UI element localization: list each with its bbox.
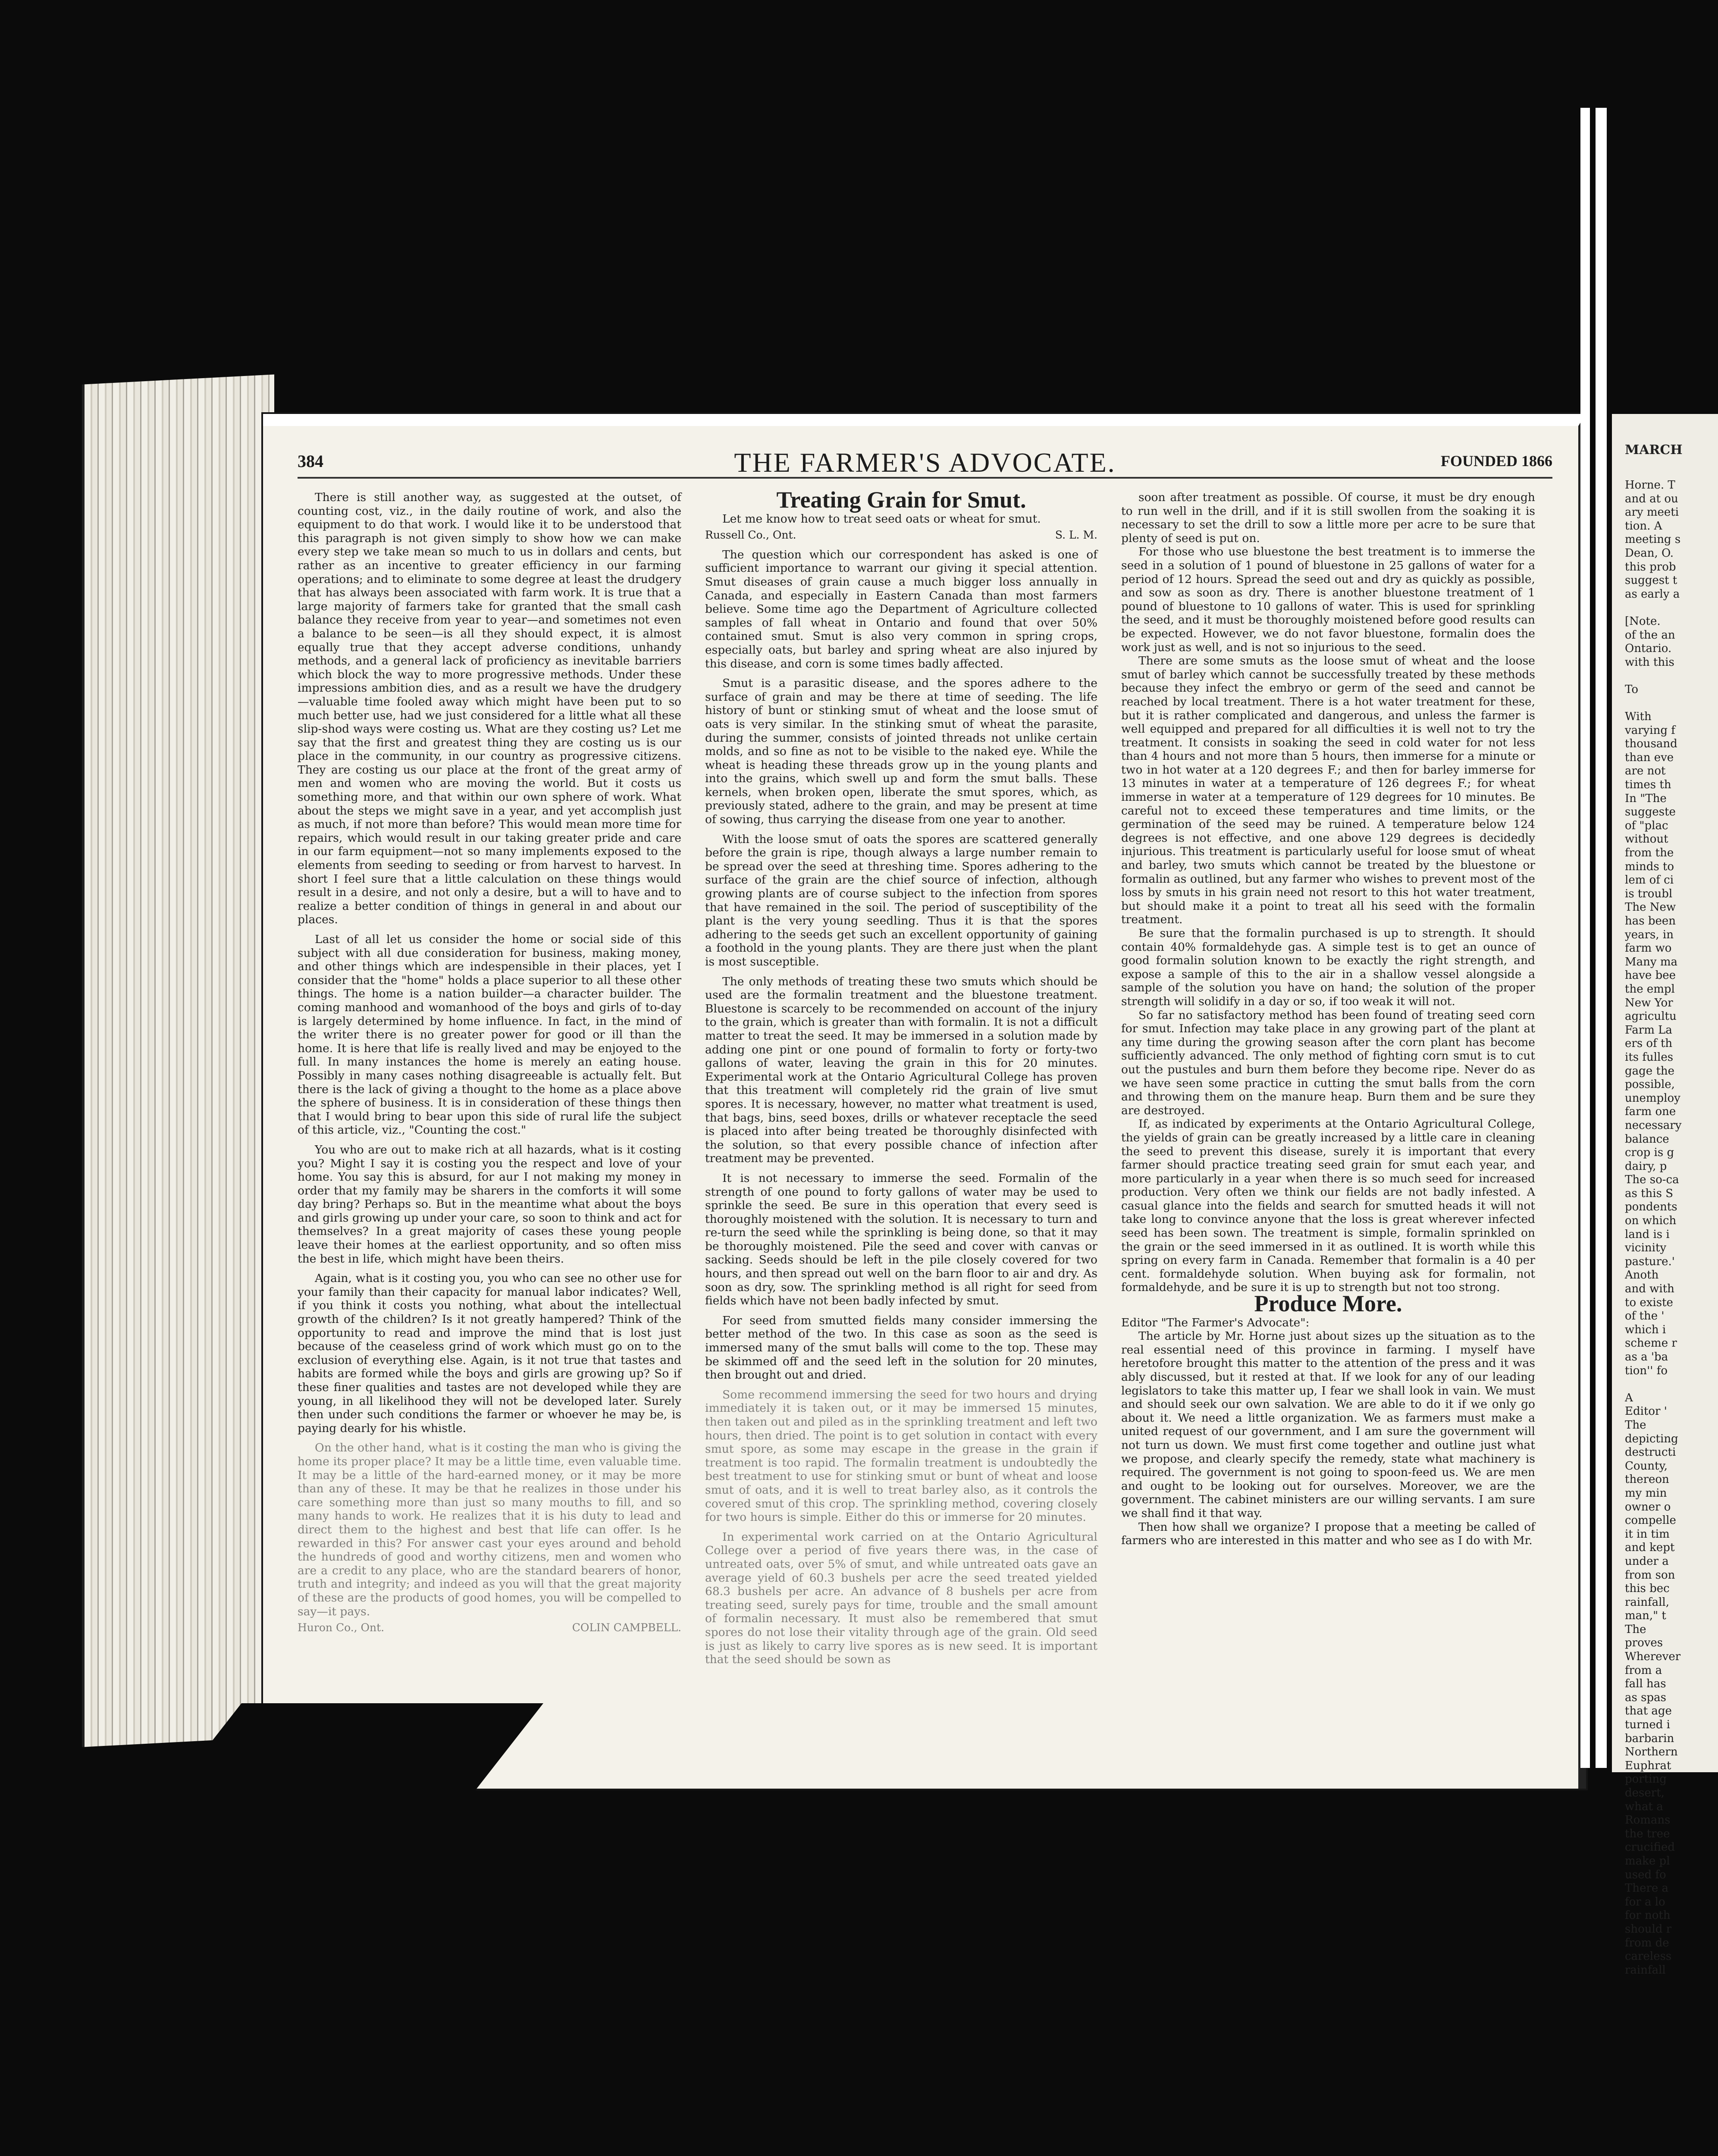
facing-page-line: [Note.: [1625, 614, 1661, 628]
facing-page-line: [1625, 1378, 1715, 1391]
facing-page-line: Many ma: [1625, 955, 1677, 968]
facing-page-line: rainfall: [1625, 1963, 1666, 1977]
facing-page-line: varying f: [1625, 724, 1675, 737]
facing-page-line: The: [1625, 1623, 1646, 1636]
facing-page-line: on which: [1625, 1214, 1677, 1228]
facing-page-line: [1625, 669, 1715, 683]
paragraph: You who are out to make rich at all hazards, what is it costing you? Might I say it is costing you the respect and love of your home. You say this is absurd, for aur I not making my money in order that my family may be sharers in the comforts it will some day bring? Perhaps so. But in the meantime what about the boys and girls growing up under your care, so soon to think and act for themselves? In a great majority of cases these young people leave their homes at the earliest opportunity, and so often miss the best in life, which might have been theirs.: [298, 1143, 681, 1266]
facing-page-line: used fo: [1625, 1868, 1666, 1881]
facing-page-line: The New: [1625, 901, 1676, 914]
paragraph: Smut is a parasitic disease, and the spores adhere to the surface of grain and may be there at time of seeding. The life history of bunt or stinking smut of wheat and the loose smut of oats is very similar. In the stinking smut of wheat the parasite, during the summer, consists of jointed threads not unlike certain molds, and so fine as not to be visible to the naked eye. While the wheat is heading these threads grow up in the young plants and into the grains, which swell up and form the smut balls. These kernels, when broken open, liberate the smut spores, which, as previously stated, adhere to the grain, and may be present at time of sowing, thus carrying the disease from one year to another.: [705, 677, 1097, 827]
facing-page-line: have bee: [1625, 969, 1676, 982]
facing-page-line: make pl: [1625, 1854, 1670, 1868]
signature-place: Huron Co., Ont.: [298, 1621, 385, 1634]
paragraph: There is still another way, as suggested at the outset, of counting cost, viz., in the daily routine of work, and also the equipment to do that work. I would like it to be understood that this paragraph is not given simply to show how we can make every step we take mean so much to us in dollars and cents, but rather as an incentive to greater efficiency in our farming operations; and to eliminate to some degree at least the drudgery that has always been associated with farm work. It is true that a large majority of farmers take for granted that the small cash balance they receive from year to year—and sometimes not even a balance to be seen—is all they should expect, it is almost equally true that they accept adverse conditions, unhandy methods, and a general lack of proficiency as inevitable barriers which block the way to more progressive methods. Under these impressions ambition dies, and as a result we have the drudgery—valuable time fooled away which might have been put to so much better use, had we just considered for a little what all these slip-shod ways were costing us. What are they costing us? Let me say that the first and greatest thing they are costing us is our place in the community, in our country as progressive citizens. They are costing us our place at the front of the great army of men and women who are moving the world. But it costs us something more, and that within our own sphere of work. What about the steps we might save in a year, and yet accomplish just as much, if not more than before? This would mean more time for repairs, which would result in our taking greater pride and care in our farm equipment—not so many implements exposed to the elements from seeding to seeding or from harvest to harvest. In short I feel sure that a little calculation on these things would result in a desire, and not only a desire, but a will to have and to realize a better condition of things in general in and about our places.: [298, 491, 681, 927]
facing-page-line: tion. A: [1625, 519, 1662, 533]
facing-page-line: pondents: [1625, 1200, 1677, 1214]
paragraph: Some recommend immersing the seed for two hours and drying immediately it is taken out, or it may be immersed 15 minutes, then taken out and piled as in the sprinkling treatment and left two hours, then dried. The point is to get solution in contact with every smut spore, as some may escape in the grease in the grain if treatment is too rapid. The formalin treatment is undoubtedly the best treatment to use for stinking smut or bunt of wheat and loose smut of oats, and it is well to treat barley also, as it controls the covered smut of this crop. The sprinkling method, covering closely for two hours is simple. Either do this or immerse for 20 minutes.: [705, 1388, 1097, 1524]
facing-page-line: from de: [1625, 1936, 1669, 1949]
scan-bar: [1596, 108, 1607, 1768]
facing-page-line: meeting s: [1625, 533, 1681, 546]
facing-page-line: careless: [1625, 1950, 1672, 1963]
facing-page-line: vicinity: [1625, 1241, 1667, 1255]
paragraph: The only methods of treating these two smuts which should be used are the formalin treatment and the bluestone treatment. Bluestone is scarcely to be recommended on account of the injury to the grain, which is greater than with formalin. It is not a difficult matter to treat the seed. It may be immersed in a solution made by adding one pint or one pound of formalin to forty or forty-two gallons of water, leaving the grain in this for 20 minutes. Experimental work at the Ontario Agricultural College has proven that this treatment will completely rid the grain of live smut spores. It is necessary, however, no matter what treatment is used, that bags, bins, seed boxes, drills or whatever receptacle the seed is placed into after being treated be thoroughly disinfected with the solution, so that every possible chance of infection after treatment may be prevented.: [705, 975, 1097, 1166]
facing-page-line: years, in: [1625, 928, 1674, 941]
facing-page-line: The so-ca: [1625, 1173, 1679, 1187]
facing-page-line: Anoth: [1625, 1269, 1659, 1282]
paragraph: It is not necessary to immerse the seed. Formalin of the strength of one pound to forty gallons of water may be used to sprinkle the seed. Be sure in this operation that every seed is thoroughly moistened with the solution. It is necessary to turn and re-turn the seed while the sprinkling is being done, so that it may be thoroughly moistened. Pile the seed and cover with canvas or sacking. Seeds should be left in the pile closely covered for two hours, and then spread out well on the barn floor to air and dry. As soon as dry, sow. The sprinkling method is all right for seed from fields which have not been badly infected by smut.: [705, 1171, 1097, 1308]
facing-page-line: desert,: [1625, 1786, 1665, 1799]
facing-page-line: owner o: [1625, 1500, 1671, 1514]
shadow-wedge: [0, 1703, 543, 2091]
facing-page-line: with this: [1625, 655, 1674, 669]
facing-page-line: under a: [1625, 1554, 1669, 1568]
facing-page-line: depicting: [1625, 1432, 1678, 1445]
sender-initials: S. L. M.: [1055, 529, 1097, 542]
facing-page-line: to existe: [1625, 1296, 1673, 1309]
facing-page-line: and with: [1625, 1282, 1674, 1296]
paragraph: With the loose smut of oats the spores are scattered generally before the grain is ripe, though always a large number remain to be spread over the seed at threshing time. Spores adhering to the surface of the grain are the chief source of infection, although growing plants are of course subject to the infection from spores that have remained in the soil. The period of susceptibility of the plant is the very young seedling. Thus it is that the spores adhering to the seeds get such an excellent opportunity of gaining a foothold in the young plants. They are there just when the plant is most susceptible.: [705, 832, 1097, 968]
facing-page-line: and at ou: [1625, 492, 1678, 505]
column-smut-continued: [1121, 491, 1535, 1548]
page-header: [298, 447, 1552, 479]
paragraph: There are some smuts as the loose smut of wheat and the loose smut of barley which cannot be successfully treated by these methods because they infect the embryo or germ of the seed and cannot be reached by local treatment. There is a hot water treatment for these, but it is rather complicated and dangerous, and unless the farmer is well equipped and prepared for all difficulties it is well not to try the treatment. It consists in soaking the seed in cold water for not less than 4 hours and not more than 5 hours, then immerse for a minute or two in hot water at a 120 degrees F.; and then for barley immerse for 13 minutes in water at a temperature of 126 degrees F.; for wheat immerse in water at a temperature of 129 degrees for 10 minutes. Be careful not to exceed these temperatures and time limits, or the germination of the seed may be ruined. A temperature below 124 degrees is not effective, and one above 129 degrees is decidedly injurious. This treatment is particularly useful for loose smut of wheat and barley, two smuts which cannot be treated by the bluestone or formalin as outlined, but any farmer who wishes to prevent most of the loss by smuts in his grain need not resort to this hot water treatment, but should make it a point to treat all his seed with the formalin treatment.: [1121, 654, 1535, 927]
facing-page-line: Romans: [1625, 1814, 1671, 1827]
facing-page-line: In "The: [1625, 792, 1667, 805]
facing-page-line: There a: [1625, 1882, 1669, 1895]
facing-page-line: is troubl: [1625, 887, 1673, 900]
facing-page-line: without: [1625, 833, 1668, 846]
facing-page-line: what a: [1625, 1800, 1663, 1813]
facing-page-line: farm wo: [1625, 942, 1672, 955]
scan-bar: [1580, 108, 1590, 1768]
facing-page-line: Northern: [1625, 1745, 1678, 1759]
facing-page-line: this bec: [1625, 1582, 1670, 1595]
facing-page-line: as spas: [1625, 1691, 1666, 1704]
paragraph: On the other hand, what is it costing the man who is giving the home its proper place? It may be a little time, even valuable time. It may be a little of the hard-earned money, or it may be more than any of these. It may be that he realizes in those under his care something more than just so many mouths to fill, and so many hands to work. He realizes that it is his duty to lead and direct them to the highest and best that life can offer. Is he rewarded in this? For answer cast your eyes around and behold the hundreds of good and worthy citizens, men and women who are a credit to any place, who are the standard bearers of honor, truth and integrity; and indeed as you will that the great majority of these are the products of good homes, you will be compelled to say—it pays.: [298, 1441, 681, 1618]
facing-page-line: man," t: [1625, 1609, 1666, 1623]
paragraph: Last of all let us consider the home or social side of this subject with all due consideration for business, making money, and other things which are indespensible in their places, yet I consider that the "home" holds a place superior to all these other things. The home is a nation builder—a character builder. The coming manhood and womanhood of the boys and girls of to-day is largely determined by home influence. In fact, in the mind of the writer there is no greater power for good or ill than the home. It is here that life is really lived and may be enjoyed to the full. In many instances the home is merely an eating house. Possibly in many cases nothing disagreeable is actually felt. But there is the lack of giving a thought to the home as a place above the sphere of business. It is in consideration of these things then that I would bring to bear upon this side of rural life the subject of this article, viz., "Counting the cost.": [298, 933, 681, 1137]
facing-page-line: dairy, p: [1625, 1159, 1667, 1173]
paragraph: If, as indicated by experiments at the Ontario Agricultural College, the yields of grain can be greatly increased by a little care in cleaning the seed to prevent this disease, surely it is important that every farmer should practice treating seed grain for smut each year, and more particularly in a year when there is so much seed for increased production. Very often we think our fields are not badly infested. A casual glance into the fields and search for smutted heads it will not take long to convince anyone that the loss is great wherever infected seed has been sown. The treatment is simple, formalin sprinkled on the grain or the seed immersed in it as outlined. It is worth while this spring on every farm in Canada. Remember that formalin is a 40 per cent. formaldehyde solution. When buying ask for formalin, not formaldehyde, and be sure it is up to strength but not too strong.: [1121, 1117, 1535, 1294]
facing-page-line: and kept: [1625, 1541, 1675, 1554]
facing-page-line: compelle: [1625, 1514, 1676, 1527]
facing-page-line: barbarin: [1625, 1732, 1674, 1745]
facing-page-line: agricultu: [1625, 1010, 1677, 1023]
facing-page-line: thousand: [1625, 737, 1677, 751]
facing-page-line: from a: [1625, 1664, 1662, 1677]
facing-page-line: farm one: [1625, 1105, 1676, 1119]
facing-page-line: as a 'ba: [1625, 1351, 1668, 1363]
facing-page-line: Editor ': [1625, 1405, 1667, 1418]
paragraph: For seed from smutted fields many consider immersing the better method of the two. In this case as soon as the seed is immersed many of the smut balls will come to the top. These may be skimmed off and the seed left in the solution for 20 minutes, then brought out and dried.: [705, 1313, 1097, 1382]
facing-page-line: of the an: [1625, 628, 1675, 642]
facing-page-line: New Yor: [1625, 996, 1673, 1009]
facing-page-line: tion'' fo: [1625, 1364, 1668, 1377]
facing-page-line: of "plac: [1625, 819, 1668, 832]
book-page-edges: [82, 374, 274, 1747]
facing-page-line: of the ': [1625, 1310, 1665, 1323]
facing-page-line: [1625, 697, 1715, 711]
facing-page-line: minds to: [1625, 860, 1674, 873]
facing-page-line: balance: [1625, 1132, 1669, 1146]
facing-page-line: from son: [1625, 1568, 1675, 1582]
facing-page-line: suggest t: [1625, 574, 1677, 587]
facing-page-line: turned i: [1625, 1718, 1670, 1732]
facing-page-line: With: [1625, 710, 1652, 724]
article-title-produce-more: Produce More.: [1254, 1291, 1402, 1317]
facing-page-line: A: [1625, 1391, 1633, 1404]
facing-page-line: rainfall,: [1625, 1595, 1670, 1609]
facing-page-line: destructi: [1625, 1446, 1676, 1459]
facing-page-line: Horne. T: [1625, 479, 1675, 492]
facing-page-line: gage the: [1625, 1064, 1675, 1078]
facing-page-line: it in tim: [1625, 1527, 1670, 1541]
facing-page-line: scheme r: [1625, 1337, 1677, 1350]
facing-page-line: porting: [1625, 1773, 1667, 1786]
facing-page-line: fall has: [1625, 1677, 1666, 1691]
facing-page-line: unemploy: [1625, 1091, 1680, 1105]
founded-label: FOUNDED 1866: [1441, 452, 1552, 470]
sender-row: [705, 528, 1097, 542]
paragraph: For those who use bluestone the best treatment is to immerse the seed in a solution of 1 pound of bluestone in 25 gallons of water for a period of 12 hours. Spread the seed out and dry as quickly as possible, and sow as soon as dry. There is another bluestone treatment of 1 pound of bluestone to 10 gallons of water. This is used for sprinkling the seed, and it must be thoroughly moistened before good results can be expected. However, we do not favor bluestone, formalin does the work just as well, and is not so injurious to the seed.: [1121, 545, 1535, 654]
paragraph: The article by Mr. Horne just about sizes up the situation as to the real essential need of this province in farming. I myself have heretofore brought this matter to the attention of the press and it was ably discussed, but it rested at that. If we look for any of our leading legislators to take this matter up, I fear we shall look in vain. We must and should seek our own salvation. We are able to do it if we only go about it. We need a little organization. We as farmers must make a united request of our government, and I am sure the government will not turn us down. We must first come together and outline just what we propose, and clearly specify the remedy, state what machinery is required. The government is not going to spoon-feed us. We are men and ought to be looking out for ourselves. Moreover, we are the government. The cabinet ministers are our willing servants. I am sure we shall find it that way.: [1121, 1329, 1535, 1520]
facing-page-line: suggeste: [1625, 805, 1676, 819]
facing-page-line: thereon: [1625, 1473, 1669, 1486]
facing-page-line: [1625, 601, 1715, 615]
facing-page-line: the tree: [1625, 1827, 1670, 1840]
facing-page-line: possible,: [1625, 1078, 1675, 1091]
facing-page-line: Euphrat: [1625, 1759, 1671, 1772]
facing-page-line: ers of th: [1625, 1037, 1673, 1050]
editor-line: Editor "The Farmer's Advocate":: [1121, 1316, 1310, 1329]
paragraph: In experimental work carried on at the Ontario Agricultural College over a period of five years there was, in the case of untreated oats, over 5% of smut, and while untreated oats gave an average yield of 60.3 bushels per acre the seed treated yielded 68.3 bushels per acre. An advance of 8 bushels per acre from treating seed, surely pays for time, trouble and the small amount of formalin necessary. It must also be remembered that smut spores do not lose their vitality through age of the grain. Old seed is just as likely to carry live spores as is new seed. It is important that the seed should be sown as: [705, 1530, 1097, 1667]
facing-page-line: necessary: [1625, 1119, 1682, 1132]
paragraph: So far no satisfactory method has been found of treating seed corn for smut. Infection may take place in any growing part of the plant at any time during the growing season after the corn plant has become sufficiently advanced. The only method of fighting corn smut is to cut out the pustules and burn them before they become ripe. Never do as we have seen some practice in cutting the smut balls from the corn and throwing them on the manure heap. Burn them and be sure they are destroyed.: [1121, 1008, 1535, 1117]
question-intro: Let me know how to treat seed oats or wheat for smut.: [722, 512, 1041, 526]
facing-page-header: MARCH: [1625, 442, 1683, 458]
facing-page-text: [1625, 479, 1715, 1977]
facing-page-line: County,: [1625, 1459, 1668, 1473]
page-number: 384: [298, 451, 323, 471]
paragraph: The question which our correspondent has asked is one of sufficient importance to warrant our giving it special attention. Smut diseases of grain cause a much bigger loss annually in Canada, and especially in Eastern Canada than most farmers believe. Some time ago the Department of Agriculture collected samples of fall wheat in Ontario and found that over 50% contained smut. Smut is also very common in spring crops, especially oats, but barley and spring wheat are also injured by this disease, and corn is some times badly affected.: [705, 548, 1097, 671]
facing-page-line: Ontario.: [1625, 642, 1672, 655]
paragraph: Be sure that the formalin purchased is up to strength. It should contain 40% formaldehyde gas. A simple test is to get an ounce of good formalin solution known to be exactly the right strength, and expose a sample of this to the air in a shallow vessel alongside a sample of the solution you have on hand; the solution of the proper strength will solidify in a day or so, if too weak it will not.: [1121, 927, 1535, 1008]
signature-name: COLIN CAMPBELL.: [572, 1621, 681, 1634]
facing-page-line: for noth: [1625, 1909, 1671, 1922]
facing-page-line: the empl: [1625, 982, 1675, 996]
facing-page-line: Farm La: [1625, 1023, 1672, 1037]
article-title: Treating Grain for Smut.: [776, 487, 1026, 513]
facing-page-line: lem of ci: [1625, 874, 1674, 887]
facing-page-line: Wherever: [1625, 1650, 1681, 1664]
paragraph: soon after treatment as possible. Of course, it must be dry enough to run well in the drill, and if it is still swollen from the soaking it is necessary to set the drill to sow a little more per acre to be sure that plenty of seed is put on.: [1121, 491, 1535, 545]
facing-page-line: To: [1625, 683, 1638, 696]
facing-page-line: crucified: [1625, 1841, 1675, 1854]
column-treating-grain: [705, 487, 1097, 1667]
facing-page-line: that age: [1625, 1705, 1672, 1718]
facing-page-line: ary meeti: [1625, 506, 1679, 519]
facing-page-line: which i: [1625, 1323, 1666, 1336]
facing-page-line: pasture.': [1625, 1255, 1675, 1268]
facing-page-line: than eve: [1625, 751, 1674, 764]
facing-page-line: its fulles: [1625, 1050, 1674, 1064]
paragraph: Then how shall we organize? I propose that a meeting be called of farmers who are interested in this matter and who see as I do with Mr.: [1121, 1520, 1535, 1548]
facing-page-line: are not: [1625, 765, 1666, 778]
sender-place: Russell Co., Ont.: [705, 529, 796, 542]
facing-page-line: times th: [1625, 778, 1671, 792]
facing-page-line: should r: [1625, 1922, 1672, 1936]
facing-page-line: crop is g: [1625, 1146, 1674, 1159]
signature-row: [298, 1621, 681, 1635]
facing-page-line: land is i: [1625, 1228, 1670, 1241]
column-counting-cost: [298, 491, 681, 1635]
facing-page-line: for a lo: [1625, 1895, 1665, 1908]
facing-page-line: Dean, O.: [1625, 546, 1674, 560]
facing-page-line: my min: [1625, 1486, 1667, 1500]
facing-page-line: proves: [1625, 1636, 1663, 1650]
facing-page-line: The: [1625, 1418, 1646, 1432]
paragraph: Again, what is it costing you, you who can see no other use for your family than their capacity for manual labor indicates? Well, if you think it costs you nothing, what about the intellectual growth of the children? Is it not greatly hampered? Think of the opportunity to read and improve the mind that is lost just because of the ceaseless grind of work which must go on to the exclusion of everything else. Again, is it not true that tastes and habits are formed while the boys and girls are growing up? So if these finer qualities and tastes are not developed while they are young, in all likelihood they will not be developed later. Surely then under such conditions the farmer or whoever he may be, is paying dearly for his whistle.: [298, 1272, 681, 1435]
facing-page-line: as early a: [1625, 587, 1680, 601]
masthead-title: THE FARMER'S ADVOCATE.: [734, 447, 1116, 478]
facing-page-line: this prob: [1625, 560, 1676, 573]
newspaper-page: [263, 414, 1586, 1789]
facing-page-line: has been: [1625, 915, 1676, 928]
facing-page-fragment: [1612, 414, 1718, 1977]
facing-page-line: as this S: [1625, 1187, 1674, 1200]
facing-page-line: from the: [1625, 846, 1674, 860]
